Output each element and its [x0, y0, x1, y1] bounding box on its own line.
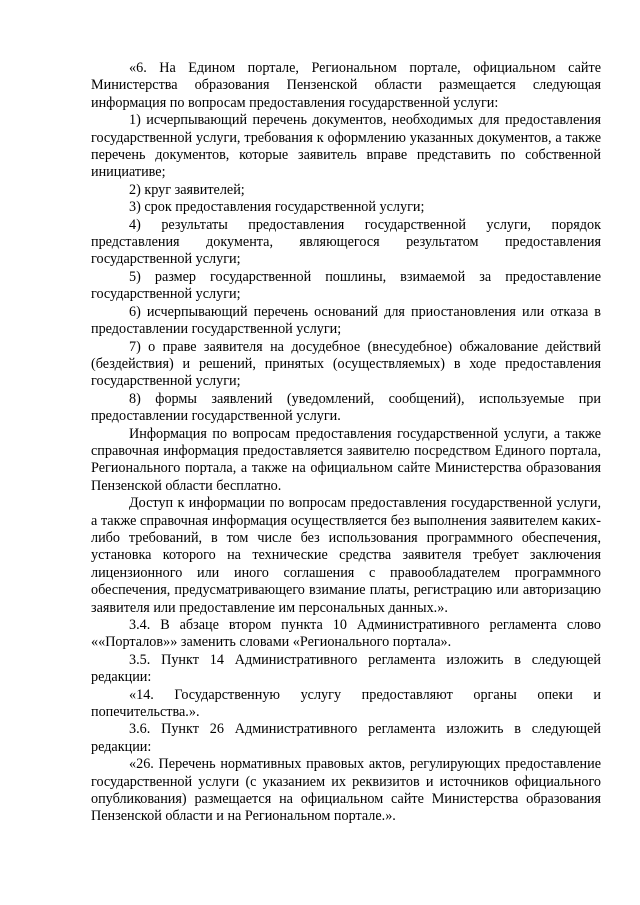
list-item-6: 6) исчерпывающий перечень оснований для приостановления или отказа в предоставлении государственной услуги; [91, 303, 601, 338]
list-item-4: 4) результаты предоставления государственной услуги, порядок представления документа, являющегося результатом предоставления государственной услуги; [91, 216, 601, 268]
paragraph-3-6: 3.6. Пункт 26 Административного регламента изложить в следующей редакции: [91, 721, 601, 755]
paragraph-3-4: 3.4. В абзаце втором пункта 10 Административного регламента слово ««Порталов»» заменить словами «Регионального портала». [91, 617, 601, 651]
list-item-1: 1) исчерпывающий перечень документов, необходимых для предоставления государственной услуги, требования к оформлению указанных документов, а также перечень документов, которые заявитель вправе представить по собственной инициативе; [91, 112, 601, 181]
list-item-8: 8) формы заявлений (уведомлений, сообщений), используемые при предоставлении государственной услуги. [91, 390, 601, 425]
list-item-2: 2) круг заявителей; [129, 181, 245, 198]
list-item-3: 3) срок предоставления государственной услуги; [129, 199, 425, 216]
paragraph-access: Доступ к информации по вопросам предоставления государственной услуги, а также справочная информация осуществляется без выполнения заявителем каких-либо требований, в том числе без использования программного обеспечения, установка которого на технические средства заявителя требует заключения лицензионного или иного соглашения с правообладателем программного обеспечения, предусматривающего взимание платы, регистрацию или авторизацию заявителя или предоставление им персональных данных.». [91, 495, 601, 616]
list-item-5: 5) размер государственной пошлины, взимаемой за предоставление государственной услуги; [91, 268, 601, 303]
paragraph-26: «26. Перечень нормативных правовых актов, регулирующих предоставление государственной услуги (с указанием их реквизитов и источников официального опубликования) размещается на официальном сайте Министерства образования Пензенской области и на Региональном портале.». [91, 756, 601, 825]
paragraph-3-5: 3.5. Пункт 14 Административного регламента изложить в следующей редакции: [91, 651, 601, 686]
list-item-7: 7) о праве заявителя на досудебное (внесудебное) обжалование действий (бездействия) и решений, принятых (осуществляемых) в ходе предоставления государственной услуги; [91, 338, 601, 390]
paragraph-14: «14. Государственную услугу предоставляют органы опеки и попечительства.». [91, 686, 601, 721]
paragraph-info-free: Информация по вопросам предоставления государственной услуги, а также справочная информация предоставляется заявителю посредством Единого портала, Регионального портала, а также на официальном сайте Министерства образования Пензенской области бесплатно. [91, 425, 601, 494]
document-page [91, 60, 601, 826]
paragraph-6-intro: «6. На Едином портале, Региональном портале, официальном сайте Министерства образования Пензенской области размещается следующая информация по вопросам предоставления государственной услуги: [91, 60, 601, 111]
